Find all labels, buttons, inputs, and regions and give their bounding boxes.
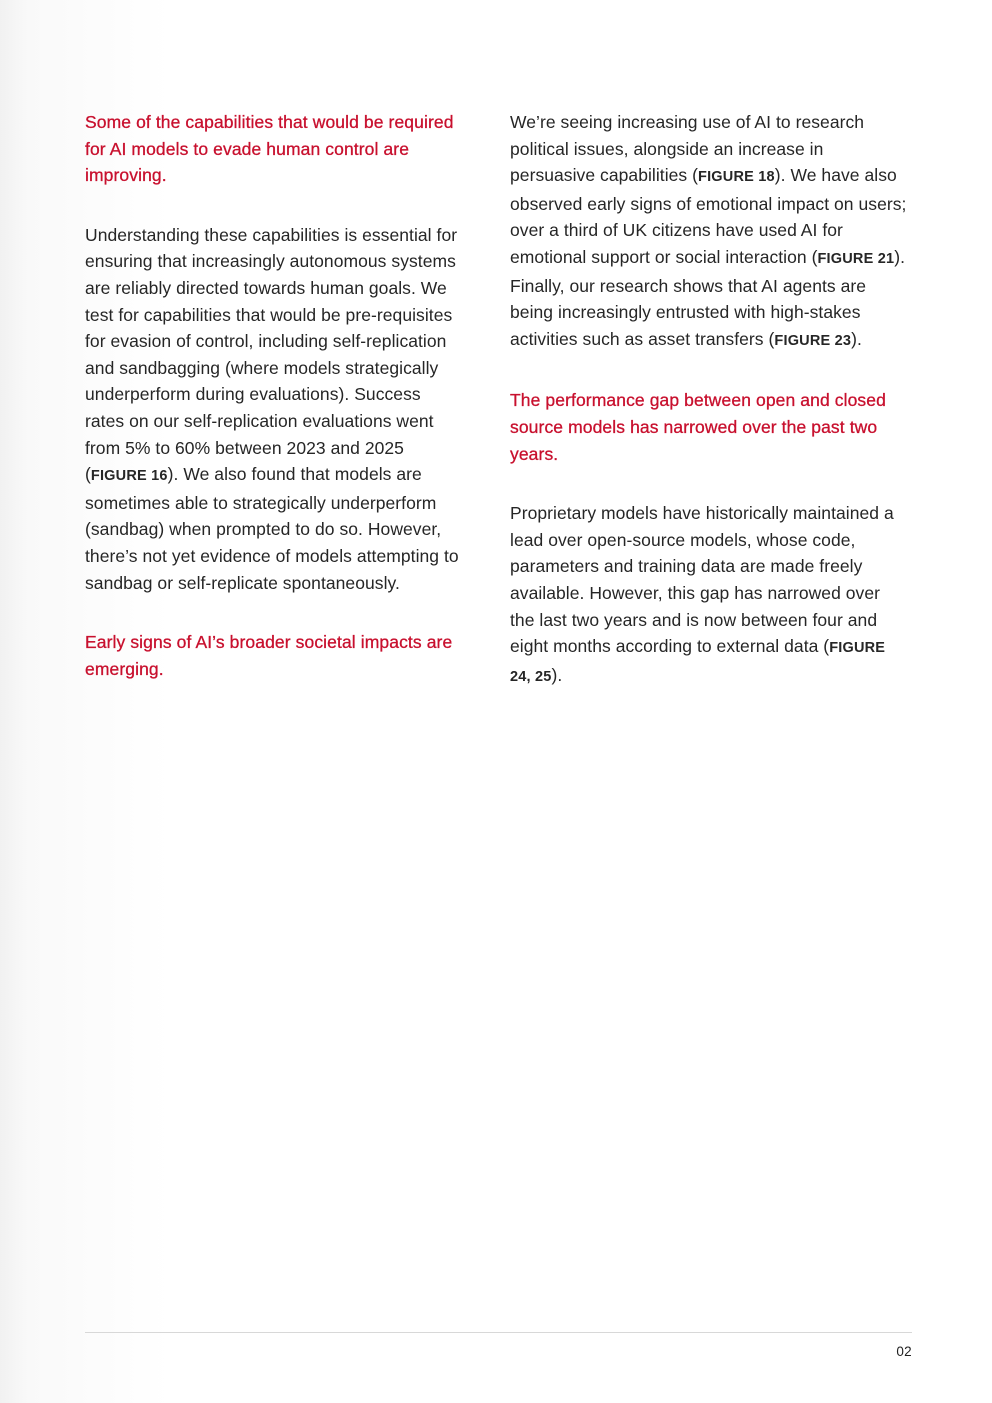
figure-reference: FIGURE 24, 25: [510, 640, 886, 685]
left-column: [85, 109, 463, 723]
text-run: ). Finally, our research shows that AI agents are being increasingly entrusted with high-stakes activities such as asset transfers (: [510, 246, 906, 349]
page-number: 02: [896, 1344, 912, 1359]
figure-reference: FIGURE 18: [698, 169, 775, 186]
paragraph-ai-societal-use: [510, 109, 909, 354]
heading-societal-impacts: Early signs of AI’s broader societal impacts are emerging.: [85, 632, 453, 679]
heading-performance-gap: The performance gap between open and closed source models has narrowed over the past two years.: [510, 390, 886, 464]
text-run: Proprietary models have historically maintained a lead over open-source models, whose code, parameters and training data are made freely available. However, this gap has narrowed over the last two years and is now between four and eight months according to external data (: [510, 503, 894, 657]
paragraph-control-capabilities: [85, 222, 463, 596]
text-run: ).: [851, 328, 862, 349]
page-content: [85, 109, 909, 723]
heading-evade-control: Some of the capabilities that would be required for AI models to evade human control are improving.: [85, 112, 454, 186]
figure-reference: FIGURE 16: [90, 468, 168, 485]
figure-reference: FIGURE 23: [774, 332, 852, 349]
text-run: ).: [551, 664, 563, 685]
text-run: We’re seeing increasing use of AI to research political issues, alongside an increase in persuasive capabilities (: [510, 112, 865, 186]
text-run: ). We have also observed early signs of emotional impact on users; over a third of UK citizens have used AI for emotional support or social interaction (: [510, 165, 907, 267]
right-column: [510, 109, 909, 723]
paragraph-open-vs-closed: [510, 500, 909, 690]
footer-divider: [85, 1332, 912, 1333]
figure-reference: FIGURE 21: [817, 250, 895, 267]
text-run: Understanding these capabilities is essential for ensuring that increasingly autonomous systems are reliably directed towards human goals. We test for capabilities that would be pre-requisites for evasion of control, including self-replication and sandbagging (where models strategically underperform during evaluations). Success rates on our self-replication evaluations went from 5% to 60% between 2023 and 2025 (: [85, 224, 458, 485]
text-run: ). We also found that models are sometimes able to strategically underperform (sandbag) when prompted to do so. However, there’s not yet evidence of models attempting to sandbag or self-replicate spontaneously.: [85, 464, 459, 593]
